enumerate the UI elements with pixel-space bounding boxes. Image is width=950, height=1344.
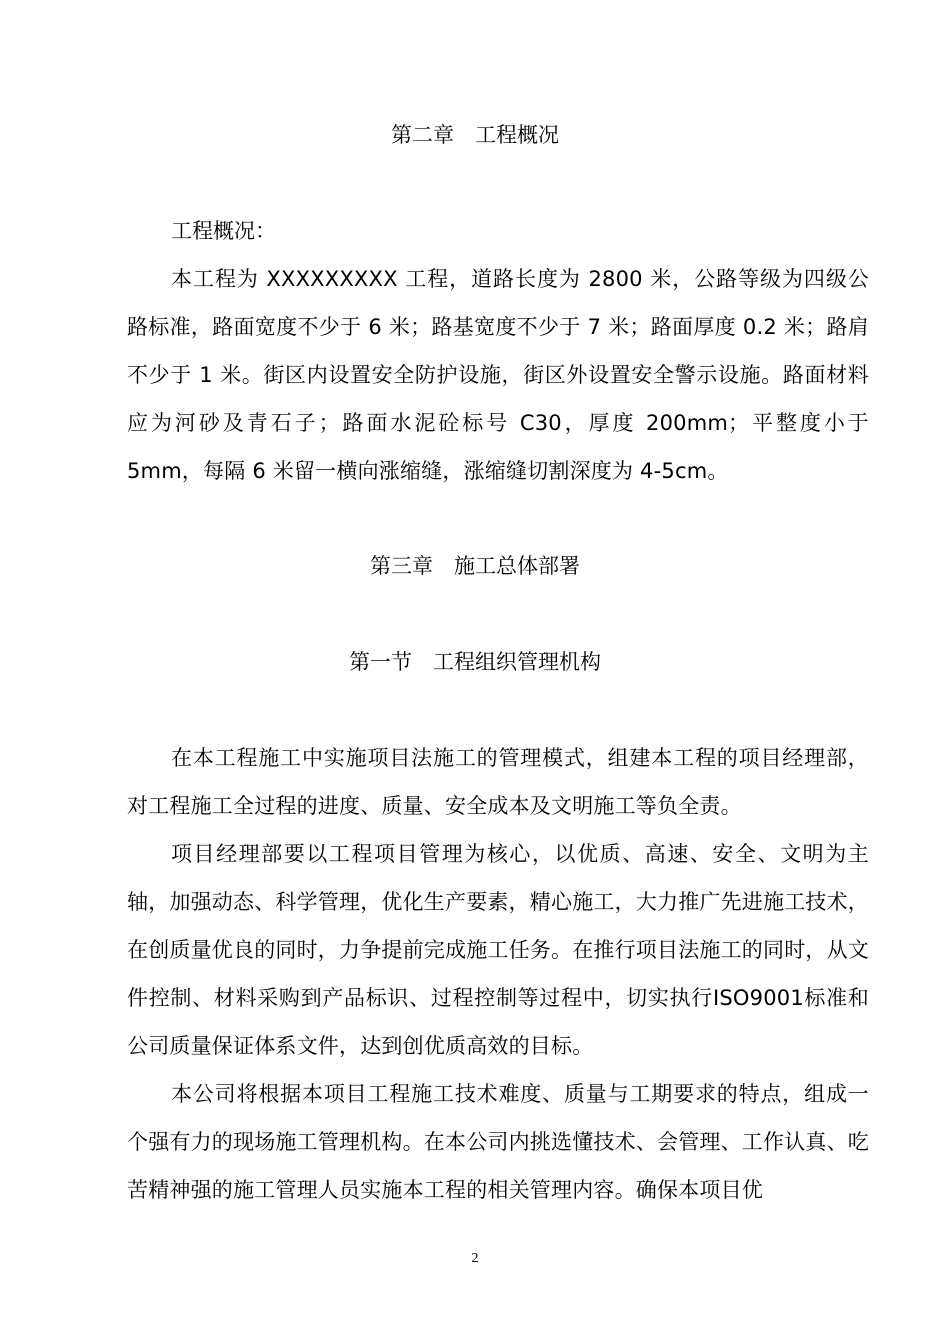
section-1-heading: 第一节 工程组织管理机构 — [349, 650, 601, 674]
project-overview-paragraph: 本工程为 XXXXXXXXX 工程，道路长度为 2800 米，公路等级为四级公路标准，路面宽度不少于 6 米；路基宽度不少于 7 米；路面厚度 0.2 米；路肩不少于 1 米。街区内设置安全防护设施，街区外设置安全警示设施。路面材料应为河砂及青石子；路面水泥砼标号 C30，厚度 200mm；平整度小于 5mm，每隔 6 米留一横向涨缩缝，涨缩缝切割深度为 4-5cm。 — [127, 267, 869, 483]
chapter-3-heading: 第三章 施工总体部署 — [370, 554, 580, 578]
chapter-2-heading: 第二章 工程概况 — [391, 123, 559, 147]
management-paragraph-3: 本公司将根据本项目工程施工技术难度、质量与工期要求的特点，组成一个强有力的现场施工管理机构。在本公司内挑选懂技术、会管理、工作认真、吃苦精神强的施工管理人员实施本工程的相关管理内容。确保本项目优 — [127, 1082, 869, 1202]
management-paragraph-1: 在本工程施工中实施项目法施工的管理模式，组建本工程的项目经理部，对工程施工全过程的进度、质量、安全成本及文明施工等负全责。 — [127, 746, 869, 818]
project-overview-label: 工程概况： — [171, 219, 276, 243]
page-number: 2 — [471, 1251, 479, 1266]
management-paragraph-2: 项目经理部要以工程项目管理为核心，以优质、高速、安全、文明为主轴，加强动态、科学管理，优化生产要素，精心施工，大力推广先进施工技术，在创质量优良的同时，力争提前完成施工任务。在推行项目法施工的同时，从文件控制、材料采购到产品标识、过程控制等过程中，切实执行ISO9001标准和公司质量保证体系文件，达到创优质高效的目标。 — [127, 842, 869, 1058]
